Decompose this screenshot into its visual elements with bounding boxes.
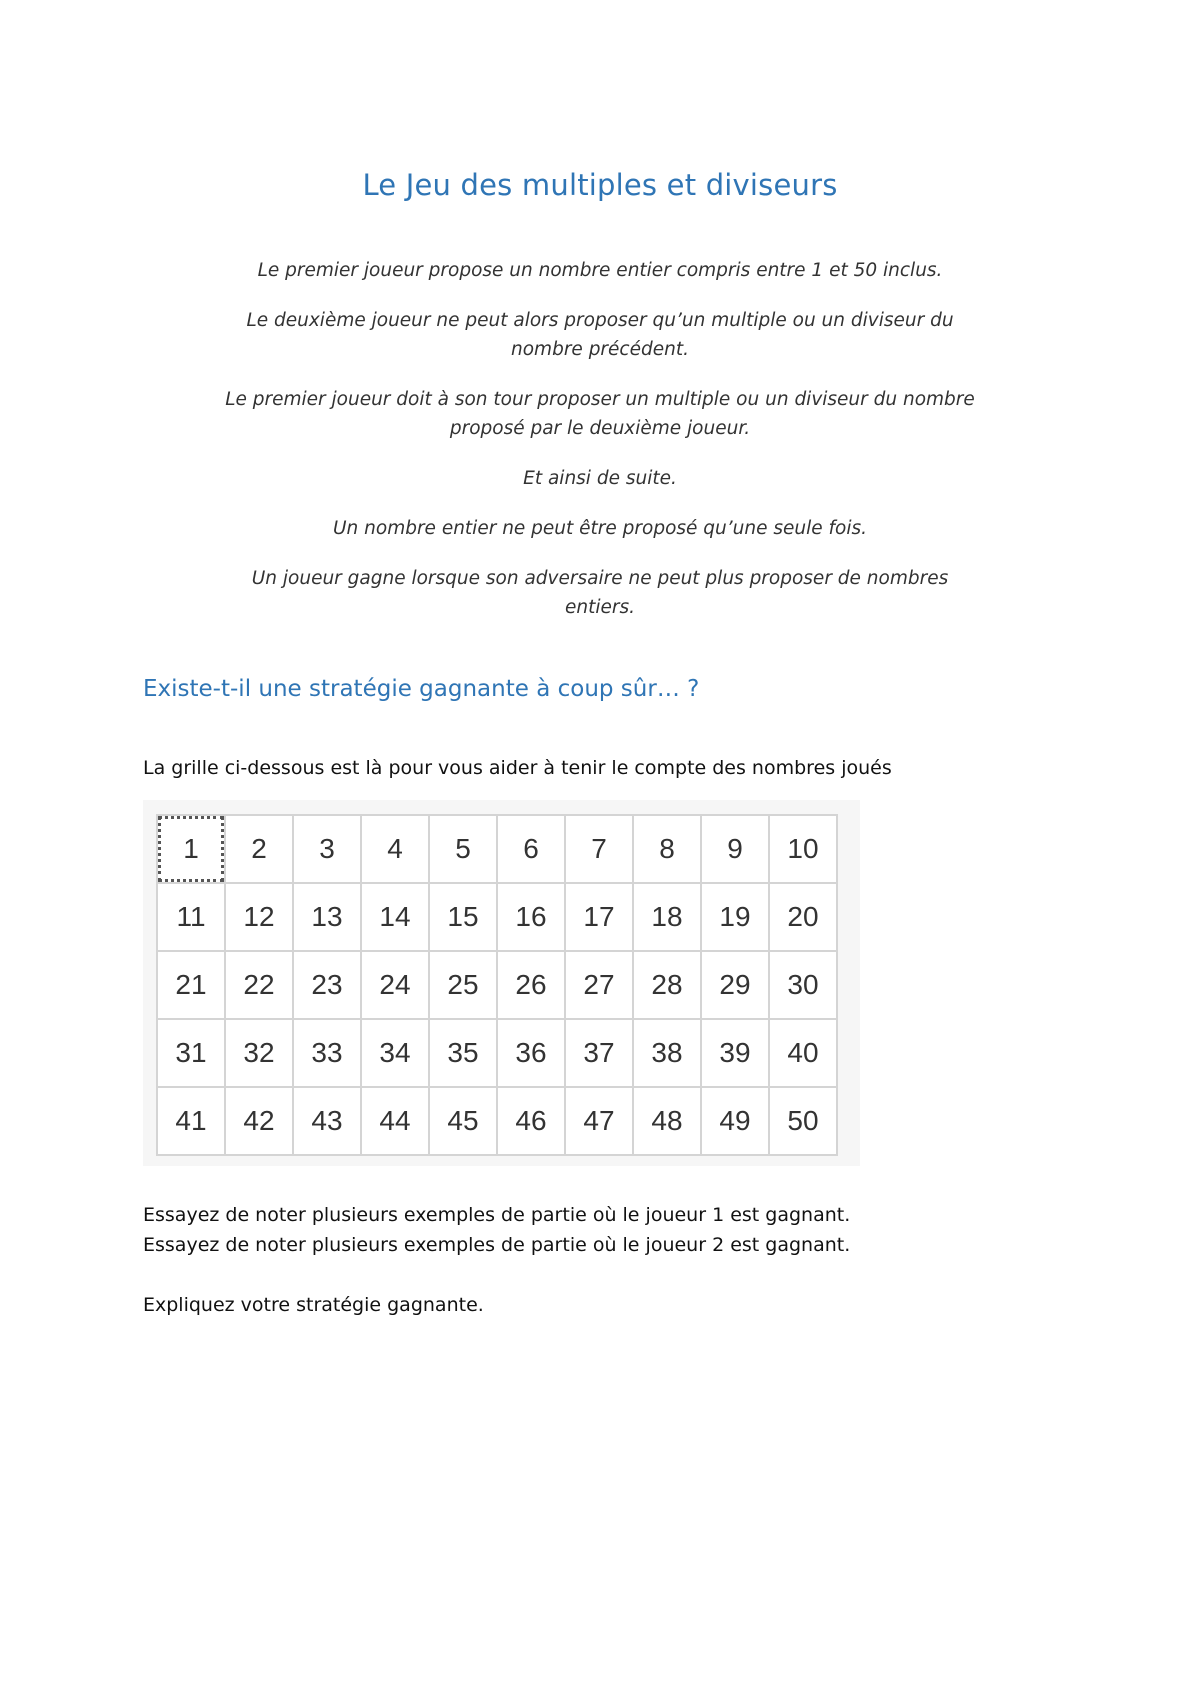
grid-cell[interactable]: 4: [361, 815, 429, 883]
grid-cell[interactable]: 7: [565, 815, 633, 883]
rule-paragraph: Un nombre entier ne peut être proposé qu’une seule fois.: [333, 518, 867, 539]
grid-cell[interactable]: 45: [429, 1087, 497, 1155]
grid-cell[interactable]: 12: [225, 883, 293, 951]
grid-cell[interactable]: 42: [225, 1087, 293, 1155]
grid-cell[interactable]: 26: [497, 951, 565, 1019]
grid-row: [157, 1087, 837, 1155]
grid-row: [157, 883, 837, 951]
grid-cell[interactable]: 49: [701, 1087, 769, 1155]
grid-row: [157, 951, 837, 1019]
grid-cell[interactable]: 38: [633, 1019, 701, 1087]
instruction-player-1: Essayez de noter plusieurs exemples de partie où le joueur 1 est gagnant.: [143, 1204, 851, 1226]
grid-cell[interactable]: 10: [769, 815, 837, 883]
grid-intro-text: La grille ci-dessous est là pour vous aider à tenir le compte des nombres joués: [143, 757, 892, 779]
grid-cell[interactable]: 21: [157, 951, 225, 1019]
grid-cell[interactable]: 41: [157, 1087, 225, 1155]
grid-cell[interactable]: 47: [565, 1087, 633, 1155]
grid-cell[interactable]: 40: [769, 1019, 837, 1087]
grid-cell[interactable]: 23: [293, 951, 361, 1019]
number-grid-container: [143, 800, 860, 1166]
grid-cell[interactable]: 13: [293, 883, 361, 951]
number-grid: [156, 814, 838, 1156]
grid-cell[interactable]: 14: [361, 883, 429, 951]
grid-cell[interactable]: 6: [497, 815, 565, 883]
grid-row: [157, 815, 837, 883]
rule-paragraph: Un joueur gagne lorsque son adversaire ne peut plus proposer de nombres entiers.: [251, 568, 949, 618]
grid-cell[interactable]: 24: [361, 951, 429, 1019]
grid-cell[interactable]: 36: [497, 1019, 565, 1087]
rule-paragraph: Le premier joueur doit à son tour proposer un multiple ou un diviseur du nombre proposé par le deuxième joueur.: [225, 389, 975, 439]
section-heading: Existe-t-il une stratégie gagnante à coup sûr… ?: [143, 676, 700, 702]
grid-cell[interactable]: 39: [701, 1019, 769, 1087]
grid-cell[interactable]: 8: [633, 815, 701, 883]
grid-cell[interactable]: 15: [429, 883, 497, 951]
grid-cell[interactable]: 37: [565, 1019, 633, 1087]
grid-cell[interactable]: 5: [429, 815, 497, 883]
grid-cell[interactable]: 18: [633, 883, 701, 951]
grid-cell[interactable]: 31: [157, 1019, 225, 1087]
grid-cell[interactable]: 44: [361, 1087, 429, 1155]
grid-cell[interactable]: 16: [497, 883, 565, 951]
grid-cell[interactable]: 22: [225, 951, 293, 1019]
grid-cell[interactable]: 43: [293, 1087, 361, 1155]
grid-cell[interactable]: 27: [565, 951, 633, 1019]
page-title: Le Jeu des multiples et diviseurs: [362, 168, 838, 202]
instruction-explain: Expliquez votre stratégie gagnante.: [143, 1294, 484, 1316]
grid-cell[interactable]: 48: [633, 1087, 701, 1155]
grid-cell[interactable]: 2: [225, 815, 293, 883]
grid-cell[interactable]: 20: [769, 883, 837, 951]
grid-cell[interactable]: 50: [769, 1087, 837, 1155]
grid-cell[interactable]: 19: [701, 883, 769, 951]
grid-cell[interactable]: 29: [701, 951, 769, 1019]
grid-cell[interactable]: 25: [429, 951, 497, 1019]
grid-cell[interactable]: 34: [361, 1019, 429, 1087]
grid-cell[interactable]: 1: [157, 815, 225, 883]
rule-paragraph: Et ainsi de suite.: [523, 468, 677, 489]
grid-cell[interactable]: 28: [633, 951, 701, 1019]
grid-cell[interactable]: 35: [429, 1019, 497, 1087]
grid-row: [157, 1019, 837, 1087]
grid-cell[interactable]: 17: [565, 883, 633, 951]
grid-cell[interactable]: 32: [225, 1019, 293, 1087]
rule-paragraph: Le premier joueur propose un nombre entier compris entre 1 et 50 inclus.: [257, 260, 943, 281]
grid-cell[interactable]: 3: [293, 815, 361, 883]
grid-cell[interactable]: 9: [701, 815, 769, 883]
instruction-player-2: Essayez de noter plusieurs exemples de partie où le joueur 2 est gagnant.: [143, 1234, 851, 1256]
grid-cell[interactable]: 46: [497, 1087, 565, 1155]
grid-cell[interactable]: 33: [293, 1019, 361, 1087]
grid-cell[interactable]: 30: [769, 951, 837, 1019]
grid-cell[interactable]: 11: [157, 883, 225, 951]
rule-paragraph: Le deuxième joueur ne peut alors proposer qu’un multiple ou un diviseur du nombre précédent.: [246, 310, 954, 360]
rules-block: [220, 256, 980, 643]
